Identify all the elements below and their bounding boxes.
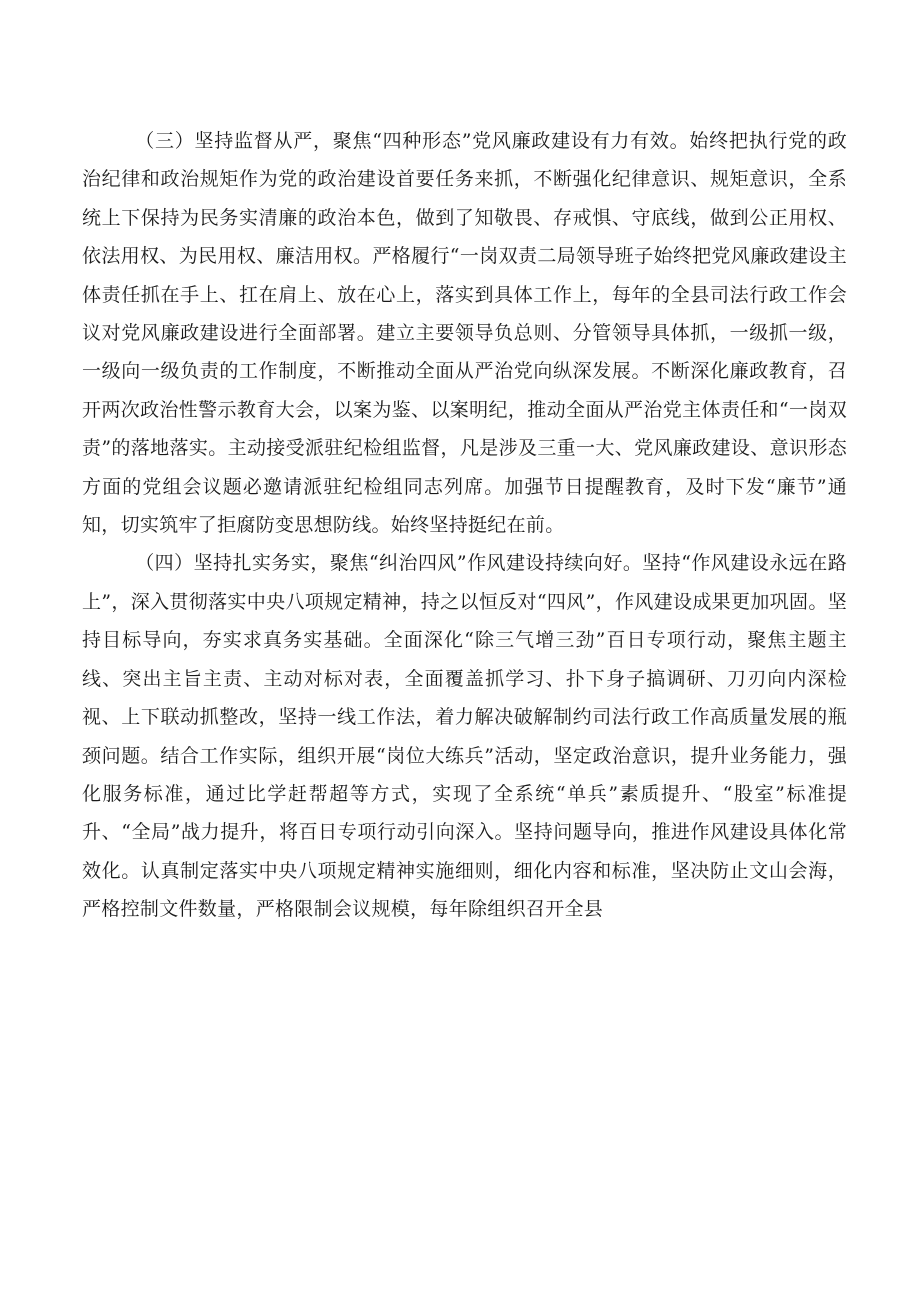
paragraph-supervision: （三）坚持监督从严，聚焦“四种形态”党风廉政建设有力有效。始终把执行党的政治纪律和政治规矩作为党的政治建设首要任务来抓，不断强化纪律意识、规矩意识，全系统上下保持为民务实清廉的政治本色，做到了知敬畏、存戒惧、守底线，做到公正用权、依法用权、为民用权、廉洁用权。严格履行“一岗双责二局领导班子始终把党风廉政建设主体责任抓在手上、扛在肩上、放在心上，落实到具体工作上，每年的全县司法行政工作会议对党风廉政建设进行全面部署。建立主要领导负总则、分管领导具体抓，一级抓一级，一级向一级负责的工作制度，不断推动全面从严治党向纵深发展。不断深化廉政教育，召开两次政治性警示教育大会，以案为鉴、以案明纪，推动全面从严治党主体责任和“一岗双责”的落地落实。主动接受派驻纪检组监督，凡是涉及三重一大、党风廉政建设、意识形态方面的党组会议题必邀请派驻纪检组同志列席。加强节日提醒教育，及时下发“廉节”通知，切实筑牢了拒腐防变思想防线。始终坚持挺纪在前。 xyxy=(82,130,847,537)
paragraph-work-style: （四）坚持扎实务实，聚焦“纠治四风”作风建设持续向好。坚持“作风建设永远在路上”，深入贯彻落实中央八项规定精神，持之以恒反对“四风”，作风建设成果更加巩固。坚持目标导向，夯实求真务实基础。全面深化“除三气增三劲”百日专项行动，聚焦主题主线、突出主旨主责、主动对标对表，全面覆盖抓学习、扑下身子搞调研、刀刃向内深检视、上下联动抓整改，坚持一线工作法，着力解决破解制约司法行政工作高质量发展的瓶颈问题。结合工作实际，组织开展“岗位大练兵”活动，坚定政治意识，提升业务能力，强化服务标准，通过比学赶帮超等方式，实现了全系统“单兵”素质提升、“股室”标准提升、“全局”战力提升，将百日专项行动引向深入。坚持问题导向，推进作风建设具体化常效化。认真制定落实中央八项规定精神实施细则，细化内容和标准，坚决防止文山会海，严格控制文件数量，严格限制会议规模，每年除组织召开全县 xyxy=(82,552,847,921)
document-body xyxy=(82,122,847,929)
